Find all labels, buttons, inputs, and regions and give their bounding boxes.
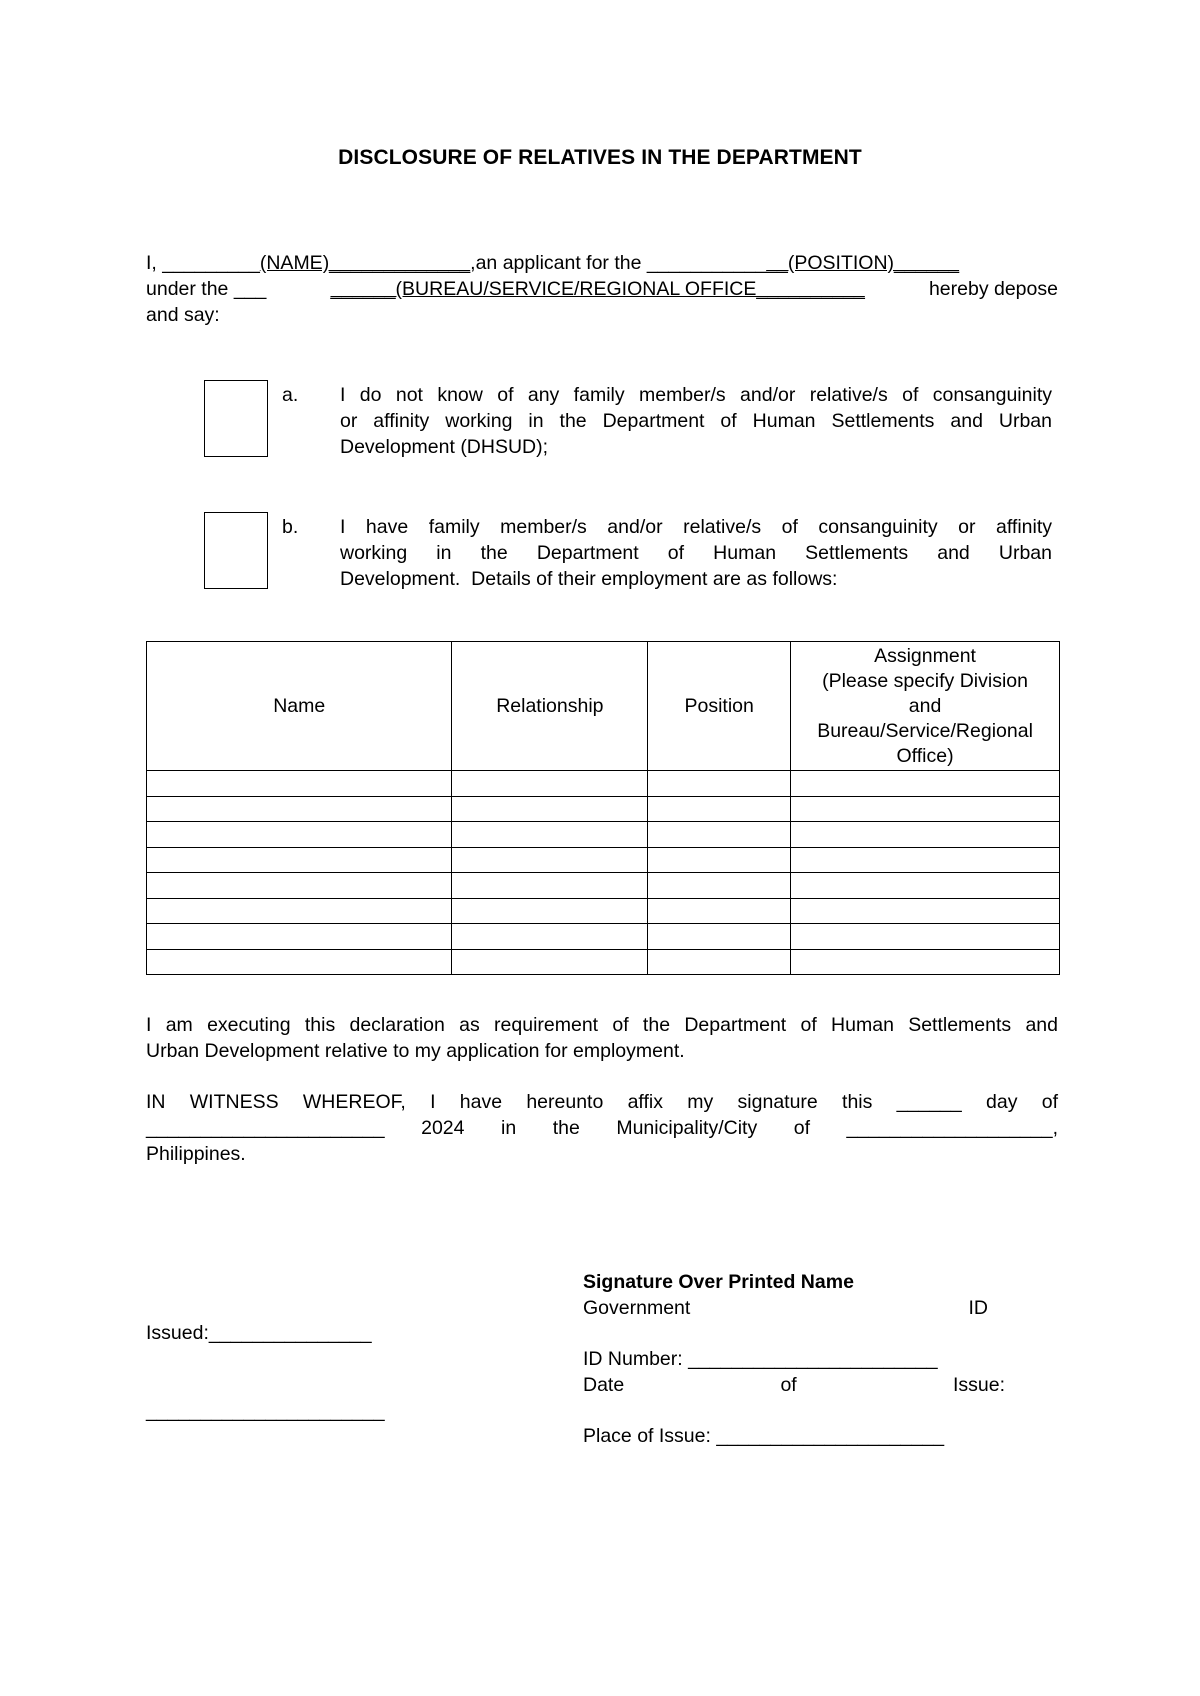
header-assignment-line: Assignment xyxy=(874,644,976,667)
relatives-table xyxy=(146,641,1060,975)
of-label: of xyxy=(780,1374,797,1396)
id-label: ID xyxy=(968,1297,988,1319)
option-b-text xyxy=(340,514,1052,592)
table-cell[interactable] xyxy=(791,949,1060,975)
option-a-checkbox[interactable] xyxy=(204,380,268,457)
table-cell[interactable] xyxy=(147,924,452,950)
issue-label: Issue: xyxy=(952,1374,1005,1396)
issued-field[interactable]: Issued:_______________ xyxy=(146,1322,372,1344)
header-assignment-line: and xyxy=(908,694,942,717)
option-b-checkbox[interactable] xyxy=(204,512,268,589)
table-cell[interactable] xyxy=(648,949,791,975)
table-cell[interactable] xyxy=(452,771,648,797)
table-row xyxy=(147,796,1060,822)
table-cell[interactable] xyxy=(452,822,648,848)
signature-title: Signature Over Printed Name xyxy=(583,1271,854,1293)
table-row xyxy=(147,847,1060,873)
table-cell[interactable] xyxy=(147,898,452,924)
table-row xyxy=(147,949,1060,975)
name-field[interactable]: (NAME)_____________ xyxy=(259,252,471,274)
table-cell[interactable] xyxy=(648,796,791,822)
header-assignment-line: Office) xyxy=(896,744,954,767)
option-a-line: Development (DHSUD); xyxy=(340,436,549,458)
header-assignment-line: Bureau/Service/Regional xyxy=(817,719,1033,742)
table-cell[interactable] xyxy=(791,822,1060,848)
table-cell[interactable] xyxy=(648,924,791,950)
declaration-paragraph xyxy=(146,1012,1058,1064)
table-cell[interactable] xyxy=(452,898,648,924)
table-cell[interactable] xyxy=(791,771,1060,797)
table-cell[interactable] xyxy=(648,771,791,797)
header-relationship: Relationship xyxy=(452,642,648,771)
table-cell[interactable] xyxy=(147,847,452,873)
option-b-letter: b. xyxy=(282,516,299,538)
option-b-line: working in the Department of Human Settlements and Urban xyxy=(340,542,1052,564)
table-cell[interactable] xyxy=(452,924,648,950)
declaration-line: I am executing this declaration as requirement of the Department of Human Settlements and xyxy=(146,1014,1058,1036)
office-field[interactable]: ______(BUREAU/SERVICE/REGIONAL OFFICE__________ xyxy=(330,278,865,300)
header-assignment-line: (Please specify Division xyxy=(822,669,1028,692)
intro-line-3: and say: xyxy=(146,304,220,326)
document-title: DISCLOSURE OF RELATIVES IN THE DEPARTMENT xyxy=(338,146,862,169)
header-assignment xyxy=(791,642,1060,771)
table-cell[interactable] xyxy=(452,949,648,975)
id-number-field[interactable]: ID Number: _______________________ xyxy=(583,1348,938,1370)
intro-paragraph xyxy=(146,250,1058,328)
table-cell[interactable] xyxy=(452,847,648,873)
table-cell[interactable] xyxy=(791,873,1060,899)
header-position: Position xyxy=(648,642,791,771)
table-row xyxy=(147,873,1060,899)
signature-line[interactable]: ______________________ xyxy=(146,1400,385,1422)
place-of-issue-field[interactable]: Place of Issue: _____________________ xyxy=(583,1425,945,1447)
under-the-text: under the ___ xyxy=(146,278,267,300)
intro-line-2 xyxy=(146,276,1058,302)
table-cell[interactable] xyxy=(648,822,791,848)
table-cell[interactable] xyxy=(452,796,648,822)
option-a-line: I do not know of any family member/s and/or relative/s of consanguinity xyxy=(340,384,1052,406)
name-blank-prefix: I, _________ xyxy=(146,252,260,274)
table-cell[interactable] xyxy=(648,898,791,924)
table-cell[interactable] xyxy=(648,847,791,873)
intro-line-1 xyxy=(146,250,1058,276)
witness-line: IN WITNESS WHEREOF, I have hereunto affix my signature this ______ day of xyxy=(146,1091,1058,1113)
header-name: Name xyxy=(147,642,452,771)
table-cell[interactable] xyxy=(147,771,452,797)
table-header-row xyxy=(147,642,1060,771)
signature-block xyxy=(583,1269,1005,1449)
witness-paragraph xyxy=(146,1089,1058,1167)
option-a-text xyxy=(340,382,1052,460)
table-cell[interactable] xyxy=(791,796,1060,822)
declaration-line: Urban Development relative to my application for employment. xyxy=(146,1040,685,1062)
government-label: Government xyxy=(583,1297,691,1319)
table-row xyxy=(147,771,1060,797)
option-b-line: Development. Details of their employment are as follows: xyxy=(340,568,838,590)
hereby-depose-text: hereby depose xyxy=(928,278,1058,300)
applicant-text: ,an applicant for the ___________ xyxy=(470,252,767,274)
witness-line: ______________________ 2024 in the Municipality/City of ___________________, xyxy=(146,1117,1058,1139)
date-label: Date xyxy=(583,1374,625,1396)
table-cell[interactable] xyxy=(791,924,1060,950)
table-row xyxy=(147,924,1060,950)
witness-line: Philippines. xyxy=(146,1143,246,1165)
date-of-issue-field[interactable] xyxy=(583,1372,1005,1398)
table-cell[interactable] xyxy=(147,949,452,975)
table-cell[interactable] xyxy=(147,796,452,822)
position-field[interactable]: __(POSITION)______ xyxy=(766,252,960,274)
option-b-line: I have family member/s and/or relative/s of consanguinity or affinity xyxy=(340,516,1052,538)
table-cell[interactable] xyxy=(648,873,791,899)
table-row xyxy=(147,898,1060,924)
table-cell[interactable] xyxy=(791,847,1060,873)
government-id-line xyxy=(583,1295,1005,1321)
table-cell[interactable] xyxy=(147,822,452,848)
table-cell[interactable] xyxy=(452,873,648,899)
table-cell[interactable] xyxy=(147,873,452,899)
option-a-line: or affinity working in the Department of Human Settlements and Urban xyxy=(340,410,1052,432)
option-a-letter: a. xyxy=(282,384,299,406)
table-cell[interactable] xyxy=(791,898,1060,924)
table-row xyxy=(147,822,1060,848)
